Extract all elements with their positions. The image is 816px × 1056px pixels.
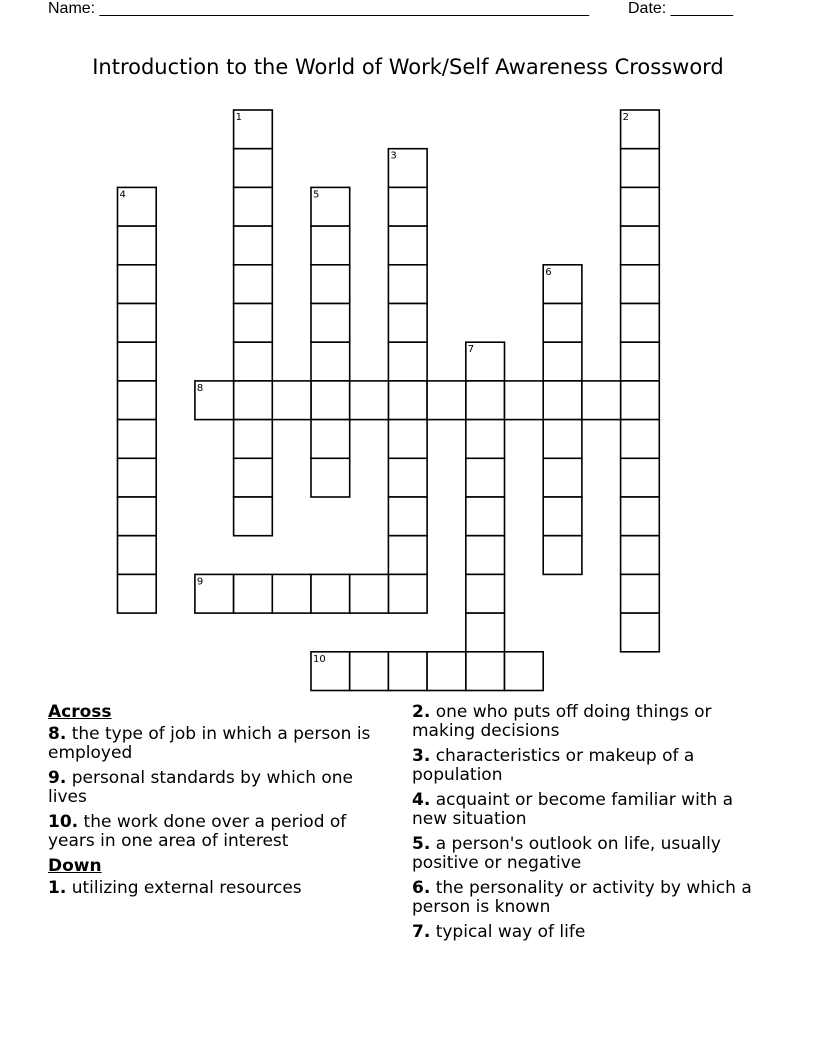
grid-cell[interactable]	[543, 497, 582, 536]
clue-number: 1.	[48, 878, 67, 898]
grid-cell[interactable]	[466, 458, 505, 497]
grid-cell[interactable]	[234, 149, 273, 188]
grid-cell[interactable]	[311, 304, 350, 343]
grid-cell[interactable]	[621, 536, 660, 575]
grid-cell[interactable]	[311, 265, 350, 304]
clue-down-1	[48, 879, 388, 898]
grid-cell[interactable]	[543, 342, 582, 381]
grid-cell[interactable]	[234, 226, 273, 265]
grid-cell[interactable]	[350, 574, 389, 613]
grid-cell[interactable]	[543, 458, 582, 497]
grid-cell[interactable]	[543, 381, 582, 420]
grid-cell[interactable]	[234, 420, 273, 459]
clue-text: one who puts off doing things or making decisions	[412, 702, 712, 741]
cell-number-6: 6	[545, 266, 552, 278]
clue-text: the type of job in which a person is employed	[48, 724, 371, 763]
grid-cell[interactable]	[118, 497, 157, 536]
grid-cell[interactable]	[388, 226, 427, 265]
grid-cell[interactable]	[388, 574, 427, 613]
clue-number: 8.	[48, 724, 67, 744]
grid-cell[interactable]	[234, 265, 273, 304]
grid-cell[interactable]	[466, 613, 505, 652]
grid-cell[interactable]	[388, 420, 427, 459]
cell-number-2: 2	[622, 112, 629, 123]
grid-cell[interactable]	[272, 381, 311, 420]
grid-cell[interactable]	[466, 652, 505, 691]
clue-column-left	[48, 701, 388, 904]
grid-cell[interactable]	[621, 187, 660, 226]
grid-cell[interactable]	[466, 497, 505, 536]
grid-cell[interactable]	[621, 226, 660, 265]
grid-cell[interactable]	[388, 381, 427, 420]
grid-cell[interactable]	[621, 381, 660, 420]
cell-number-4: 4	[119, 189, 126, 201]
clue-across-9	[48, 769, 388, 807]
clue-down-7	[412, 923, 757, 942]
grid-cell[interactable]	[427, 381, 466, 420]
clue-number: 4.	[412, 790, 431, 810]
grid-cell[interactable]	[388, 458, 427, 497]
grid-cell[interactable]	[543, 304, 582, 343]
clue-text: acquaint or become familiar with a new situation	[412, 790, 734, 829]
grid-cell[interactable]	[621, 497, 660, 536]
cell-number-10: 10	[313, 653, 326, 665]
clue-text: the work done over a period of years in one area of interest	[48, 812, 347, 851]
clue-number: 5.	[412, 834, 431, 854]
grid-cell[interactable]	[118, 226, 157, 265]
grid-cell[interactable]	[388, 497, 427, 536]
grid-cell[interactable]	[427, 652, 466, 691]
clue-number: 7.	[412, 922, 431, 942]
grid-cell[interactable]	[311, 381, 350, 420]
grid-cell[interactable]	[505, 652, 544, 691]
grid-cell[interactable]	[388, 304, 427, 343]
grid-cell[interactable]	[388, 265, 427, 304]
clue-down-5	[412, 835, 757, 873]
clue-across-10	[48, 813, 388, 851]
cell-number-8: 8	[196, 382, 204, 394]
clue-text: the personality or activity by which a person is known	[412, 878, 752, 917]
grid-cell[interactable]	[118, 458, 157, 497]
grid-cell[interactable]	[234, 381, 273, 420]
name-field-line: Name: _______________________________________________________	[48, 0, 589, 17]
clue-across-8	[48, 725, 388, 763]
grid-cell[interactable]	[543, 536, 582, 575]
cell-number-9: 9	[196, 576, 204, 588]
grid-cell[interactable]	[234, 574, 273, 613]
grid-cell[interactable]	[234, 497, 273, 536]
grid-cell[interactable]	[311, 342, 350, 381]
grid-cell[interactable]	[621, 613, 660, 652]
clue-down-2	[412, 703, 757, 741]
clue-text: utilizing external resources	[71, 878, 302, 898]
cell-number-5: 5	[313, 189, 320, 201]
cell-number-3: 3	[390, 150, 397, 162]
grid-cell[interactable]	[466, 536, 505, 575]
grid-cell[interactable]	[388, 652, 427, 691]
cell-number-1: 1	[235, 112, 242, 123]
grid-cell[interactable]	[621, 342, 660, 381]
across-heading: Across	[48, 702, 112, 722]
clue-text: characteristics or makeup of a population	[412, 746, 695, 785]
clue-number: 10.	[48, 812, 79, 832]
clue-down-6	[412, 879, 757, 917]
grid-cell[interactable]	[350, 652, 389, 691]
grid-cell[interactable]	[234, 458, 273, 497]
grid-cell[interactable]	[466, 420, 505, 459]
clue-number: 2.	[412, 702, 431, 722]
grid-cell[interactable]	[621, 574, 660, 613]
clue-column-right	[412, 701, 757, 948]
cell-number-7: 7	[467, 344, 475, 356]
grid-cell[interactable]	[118, 381, 157, 420]
grid-cell[interactable]	[234, 304, 273, 343]
clue-number: 6.	[412, 878, 431, 898]
grid-cell[interactable]	[543, 420, 582, 459]
grid-cell[interactable]	[621, 265, 660, 304]
grid-cell[interactable]	[118, 536, 157, 575]
grid-cell[interactable]	[582, 381, 621, 420]
grid-cell[interactable]	[311, 420, 350, 459]
grid-cell[interactable]	[311, 226, 350, 265]
grid-cell[interactable]	[466, 574, 505, 613]
grid-cell[interactable]	[118, 342, 157, 381]
grid-cell[interactable]	[118, 574, 157, 613]
grid-cell[interactable]	[118, 420, 157, 459]
clue-text: a person's outlook on life, usually positive or negative	[412, 834, 721, 873]
grid-cell[interactable]	[621, 304, 660, 343]
grid-cell[interactable]	[466, 381, 505, 420]
clue-text: personal standards by which one lives	[48, 768, 353, 807]
clue-down-3	[412, 747, 757, 785]
clue-number: 3.	[412, 746, 431, 766]
grid-cell[interactable]	[505, 381, 544, 420]
grid-cell[interactable]	[311, 574, 350, 613]
puzzle-title: Introduction to the World of Work/Self Awareness Crossword	[92, 55, 724, 79]
clue-down-4	[412, 791, 757, 829]
grid-cell[interactable]	[234, 342, 273, 381]
grid-cell[interactable]	[350, 381, 389, 420]
grid-cell[interactable]	[388, 536, 427, 575]
grid-cell[interactable]	[118, 304, 157, 343]
date-field-line: Date: _______	[628, 0, 733, 17]
clue-text: typical way of life	[435, 922, 586, 942]
grid-cell[interactable]	[388, 187, 427, 226]
grid-cell[interactable]	[311, 458, 350, 497]
clue-number: 9.	[48, 768, 67, 788]
grid-cell[interactable]	[234, 187, 273, 226]
grid-cell[interactable]	[621, 149, 660, 188]
grid-cell[interactable]	[272, 574, 311, 613]
grid-cell[interactable]	[118, 265, 157, 304]
grid-cell[interactable]	[621, 420, 660, 459]
down-heading: Down	[48, 856, 102, 876]
grid-cell[interactable]	[621, 458, 660, 497]
grid-cell[interactable]	[388, 342, 427, 381]
